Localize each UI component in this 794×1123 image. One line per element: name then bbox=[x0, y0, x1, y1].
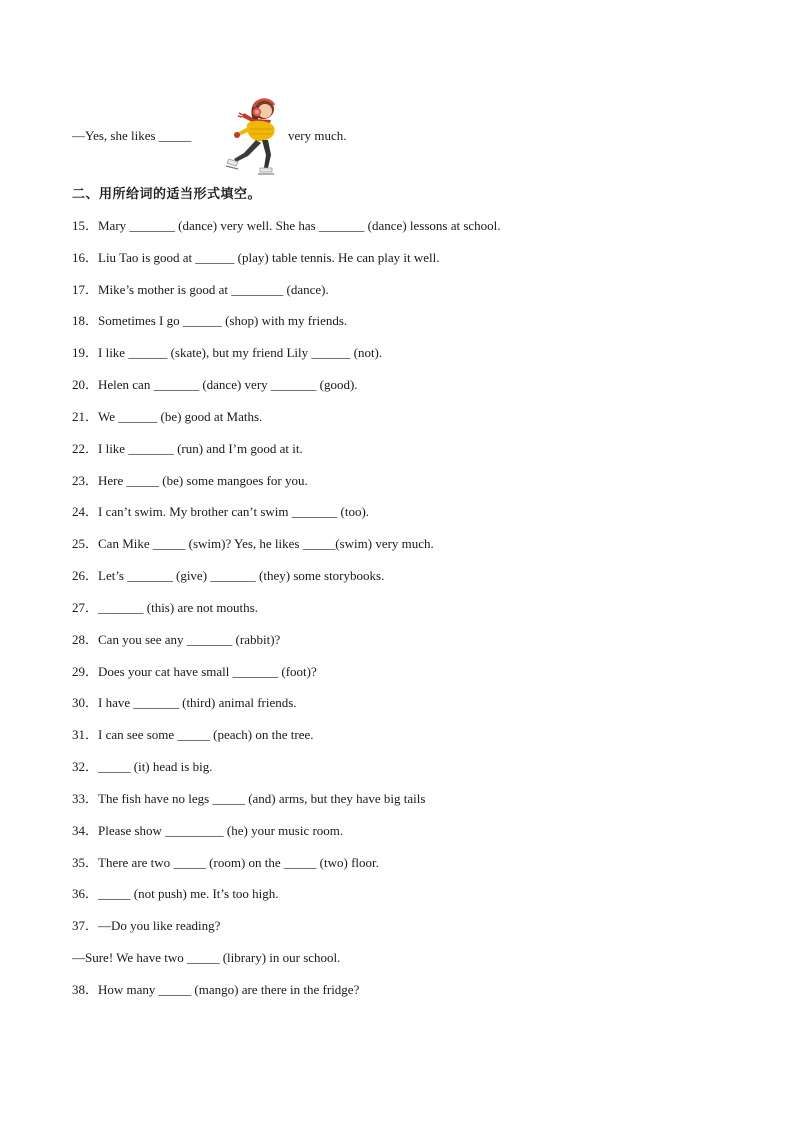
question-29: 29．Does your cat have small _______ (foot)? bbox=[72, 663, 317, 679]
question-15: 15．Mary _______ (dance) very well. She has _______ (dance) lessons at school. bbox=[72, 218, 501, 233]
question-30: 30．I have _______ (third) animal friends. bbox=[72, 695, 297, 711]
question-23: 23．Here _____ (be) some mangoes for you. bbox=[72, 472, 308, 488]
question-22: 22．I like _______ (run) and I’m good at it. bbox=[72, 440, 303, 456]
dialogue-answer-suffix: very much. bbox=[288, 128, 347, 143]
question-38: 38．How many _____ (mango) are there in the fridge? bbox=[72, 981, 360, 997]
question-list bbox=[72, 216, 722, 1012]
question-34: 34．Please show _________ (he) your music room. bbox=[72, 822, 344, 838]
question-21: 21．We ______ (be) good at Maths. bbox=[72, 408, 263, 424]
question-20: 20．Helen can _______ (dance) very _______ (good). bbox=[72, 377, 358, 393]
dialogue-answer-line bbox=[72, 128, 191, 144]
dialogue-answer-prefix: —Yes, she likes _____ bbox=[72, 128, 192, 143]
question-16: 16．Liu Tao is good at ______ (play) table tennis. He can play it well. bbox=[72, 249, 440, 265]
girl-ice-skating-illustration bbox=[214, 95, 290, 175]
question-36: 36．_____ (not push) me. It’s too high. bbox=[72, 886, 279, 902]
section-title: 二、用所给词的适当形式填空。 bbox=[72, 187, 262, 202]
question-17: 17．Mike’s mother is good at ________ (dance). bbox=[72, 281, 329, 297]
question-28: 28．Can you see any _______ (rabbit)? bbox=[72, 631, 281, 647]
question-32: 32．_____ (it) head is big. bbox=[72, 759, 213, 775]
question-33: 33．The fish have no legs _____ (and) arms, but they have big tails bbox=[72, 790, 426, 806]
question-35: 35．There are two _____ (room) on the _____ (two) floor. bbox=[72, 854, 379, 870]
question-37: 37．—Do you like reading? bbox=[72, 918, 221, 934]
question-25: 25．Can Mike _____ (swim)? Yes, he likes _____(swim) very much. bbox=[72, 536, 434, 552]
question-24: 24．I can’t swim. My brother can’t swim _______ (too). bbox=[72, 504, 370, 520]
question-27: 27．_______ (this) are not mouths. bbox=[72, 599, 258, 615]
question-18: 18．Sometimes I go ______ (shop) with my friends. bbox=[72, 313, 348, 329]
question-19: 19．I like ______ (skate), but my friend Lily ______ (not). bbox=[72, 345, 383, 361]
question-31: 31．I can see some _____ (peach) on the tree. bbox=[72, 727, 314, 743]
question-37-answer: —Sure! We have two _____ (library) in our school. bbox=[72, 950, 341, 966]
question-26: 26．Let’s _______ (give) _______ (they) some storybooks. bbox=[72, 568, 385, 584]
